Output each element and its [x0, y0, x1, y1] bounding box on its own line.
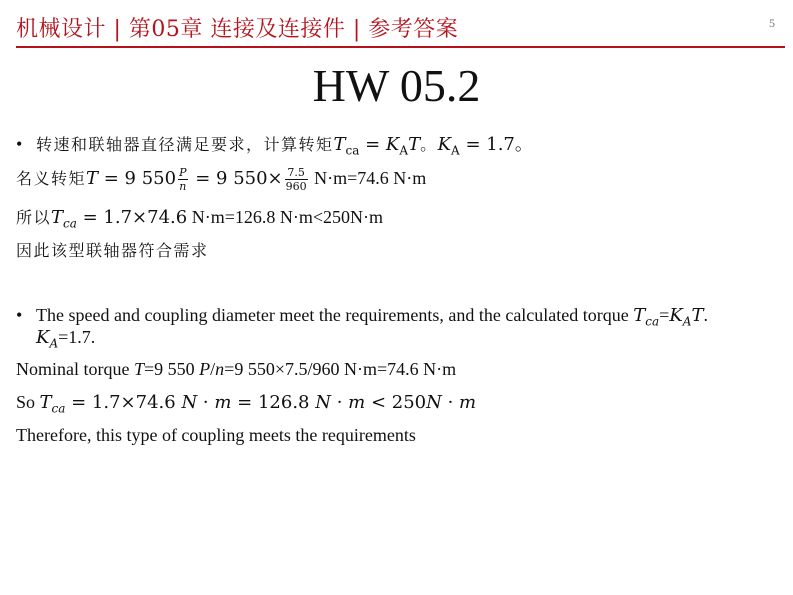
cn-so-line [16, 205, 383, 236]
en-bullet-text: The speed and coupling diameter meet the requirements, and the calculated torque [36, 305, 634, 325]
en-so-lt: < 250 [365, 392, 427, 413]
unit-dot: · [197, 392, 215, 413]
unit-m: m [459, 392, 477, 413]
formula-eq: = K [359, 134, 400, 155]
unit-m: m [214, 392, 232, 413]
en-so-line [16, 390, 476, 421]
cn-bullet-text: 转速和联轴器直径满足要求，计算转矩 [36, 135, 334, 154]
en-so-eq2: = 126.8 [231, 392, 316, 413]
en-nominal-label: Nominal torque [16, 359, 134, 379]
so-result: N·m=126.8 N·m<250N·m [187, 207, 384, 227]
page-number: 5 [769, 16, 775, 30]
cn-nominal-label: 名义转矩 [16, 169, 87, 188]
en-nominal-p: P [199, 359, 211, 379]
en-nominal-line [16, 357, 456, 381]
slide-title: HW 05.2 [312, 60, 481, 111]
en-conclusion: Therefore, this type of coupling meets the requirements [16, 425, 416, 445]
unit-dot: · [441, 392, 460, 413]
en-nominal-eq: =9 550 [144, 359, 200, 379]
en-nominal-result: =9 550×7.5/960 N·m=74.6 N·m [224, 359, 457, 379]
header-divider [16, 46, 785, 48]
en-t: T [633, 305, 646, 326]
en-so-math: = 1.7×74.6 [65, 392, 182, 413]
nominal-eq2: = 9 550× [189, 168, 283, 189]
en-nominal-slash: / [210, 359, 216, 379]
en-conclusion-line [16, 423, 416, 447]
nominal-eq1: = 9 550 [98, 168, 177, 189]
fraction-p-n [178, 166, 187, 193]
bullet-icon: • [16, 305, 23, 325]
en-so-t-sub: ca [51, 401, 66, 416]
course-title: 机械设计 | 第05章 连接及连接件 | 参考答案 [16, 17, 459, 42]
en-period: . [703, 305, 708, 325]
cn-conclusion-line [16, 238, 209, 263]
unit-m: m [348, 392, 366, 413]
en-bullet-continuation [36, 325, 95, 356]
fraction-numerator: P [179, 166, 187, 180]
fraction-denominator: n [179, 180, 187, 194]
en-ka-sub: A [49, 336, 59, 351]
slide-header [16, 8, 783, 48]
en-so-t: T [39, 392, 52, 413]
unit-n: N [181, 392, 198, 413]
cn-period: 。 [420, 135, 438, 154]
formula-ka: K [437, 134, 452, 155]
en-bullet-line [16, 303, 708, 334]
so-t: T [51, 207, 64, 228]
formula-sub-a: A [399, 143, 409, 158]
fraction-numerator: 7.5 [285, 166, 308, 180]
fraction-denominator: 960 [285, 180, 307, 194]
formula-ka-value: = 1.7。 [459, 134, 533, 155]
cn-bullet-line [16, 132, 533, 163]
cn-nominal-line [16, 166, 426, 193]
en-k-sub: A [682, 314, 692, 329]
unit-dot: · [330, 392, 349, 413]
en-nominal-t: T [133, 359, 144, 379]
formula-sub: ca [345, 143, 360, 158]
unit-n: N [315, 392, 331, 413]
en-t-sub: ca [645, 314, 660, 329]
fraction-values [285, 166, 308, 193]
bullet-icon: • [16, 134, 23, 154]
en-nominal-n: n [215, 359, 225, 379]
en-t2: T [691, 305, 704, 326]
so-t-sub: ca [63, 216, 77, 231]
nominal-t: T [86, 168, 99, 189]
en-ka: K [36, 327, 50, 348]
cn-so-label: 所以 [16, 208, 52, 227]
en-ka-value: =1.7. [58, 327, 96, 347]
formula-t: T [333, 134, 346, 155]
en-eq: = [659, 305, 670, 325]
formula-ka-sub: A [451, 143, 460, 158]
en-so-label: So [16, 392, 40, 412]
cn-conclusion: 因此该型联轴器符合需求 [16, 241, 209, 260]
formula-t2: T [408, 134, 421, 155]
unit-n: N [426, 392, 442, 413]
nominal-result: N·m=74.6 N·m [309, 168, 427, 188]
en-k: K [669, 305, 683, 326]
so-math: = 1.7×74.6 [76, 207, 188, 228]
